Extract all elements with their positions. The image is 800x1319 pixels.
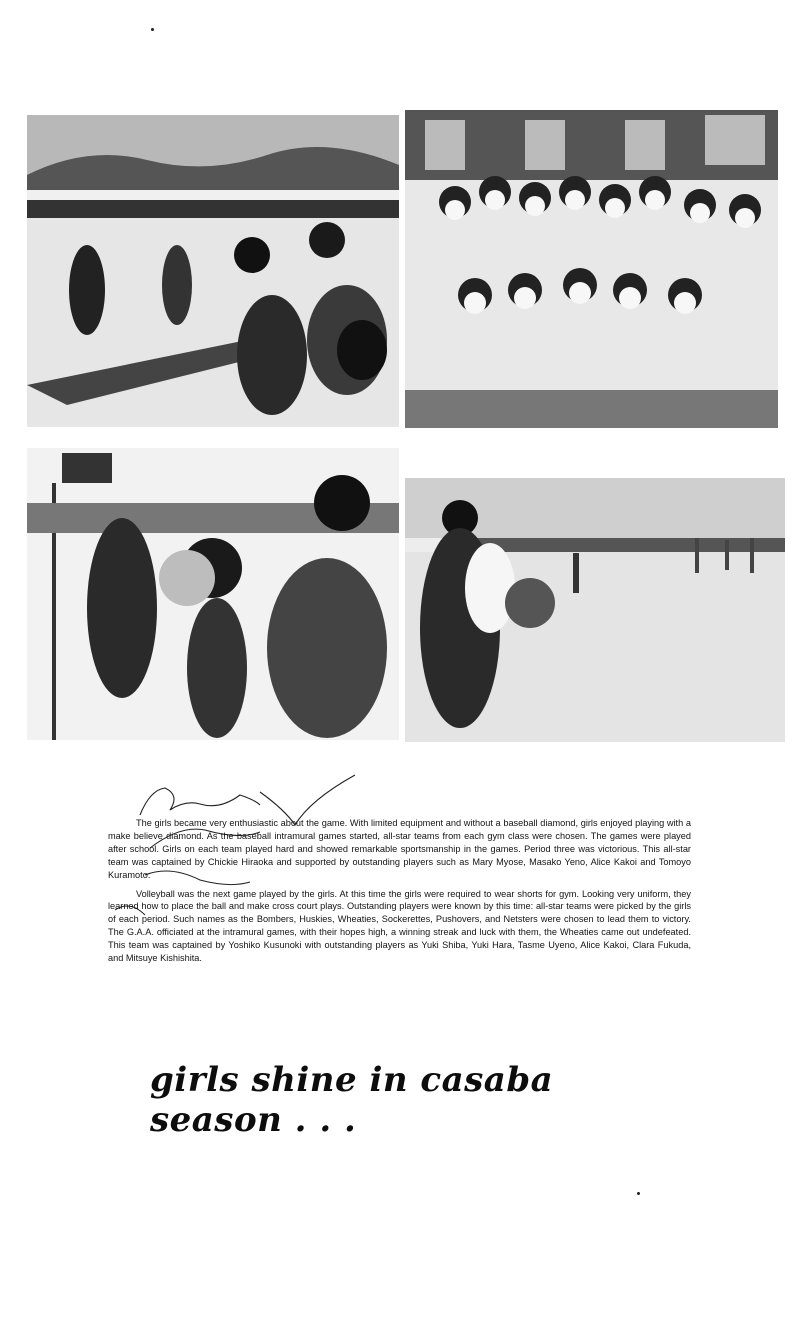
photo-basketball-shot bbox=[405, 478, 785, 742]
scan-speck bbox=[637, 1192, 640, 1195]
photo-team-portrait-image bbox=[405, 110, 778, 428]
photo-basketball-shot-image bbox=[405, 478, 785, 742]
article-paragraph: The girls became very enthusiastic about the game. With limited equipment and without a baseball diamond, girls enjoyed playing with a make believe diamond. As the baseball intramural games started, all-star teams from each gym class were chosen. The games were played after school. Girls on each team played hard and showed remarkable sportsmanship in the games. Period three was victorious. This all-star team was captained by Chickie Hiraoka and supported by outstanding players such as Mary Myose, Masako Yeno, Alice Kakoi and Tomoyo Kuramoto. bbox=[108, 818, 691, 880]
photo-basketball-jump-image bbox=[27, 448, 399, 740]
article-title: girls shine in casaba season . . . bbox=[150, 1060, 554, 1140]
article-paragraph: Volleyball was the next game played by the girls. At this time the girls were required to wear shorts for gym. Looking very uniform, they learned how to place the ball and make cross court plays. Outstanding players were known by this time: all-star teams were picked by the girls of each period. Such names as the Bombers, Huskies, Wheaties, Sockerettes, Pushovers, and Netsters were chosen to lead them to victory. The G.A.A. officiated at the intramural games, with their hopes high, a winning streak and luck with them, the Wheaties came out undefeated. This team was captained by Yoshiko Kusunoki with outstanding players as Yuki Shiba, Yuki Hara, Tasme Uyeno, Alice Kakoi, Clara Fukuda, and Mitsuye Kishishita. bbox=[108, 888, 691, 964]
photo-baseball-game bbox=[27, 115, 399, 427]
article-body bbox=[108, 817, 691, 965]
photo-team-portrait bbox=[405, 110, 778, 428]
photo-baseball-game-image bbox=[27, 115, 399, 427]
photo-basketball-jump bbox=[27, 448, 399, 740]
scan-speck bbox=[151, 28, 154, 31]
